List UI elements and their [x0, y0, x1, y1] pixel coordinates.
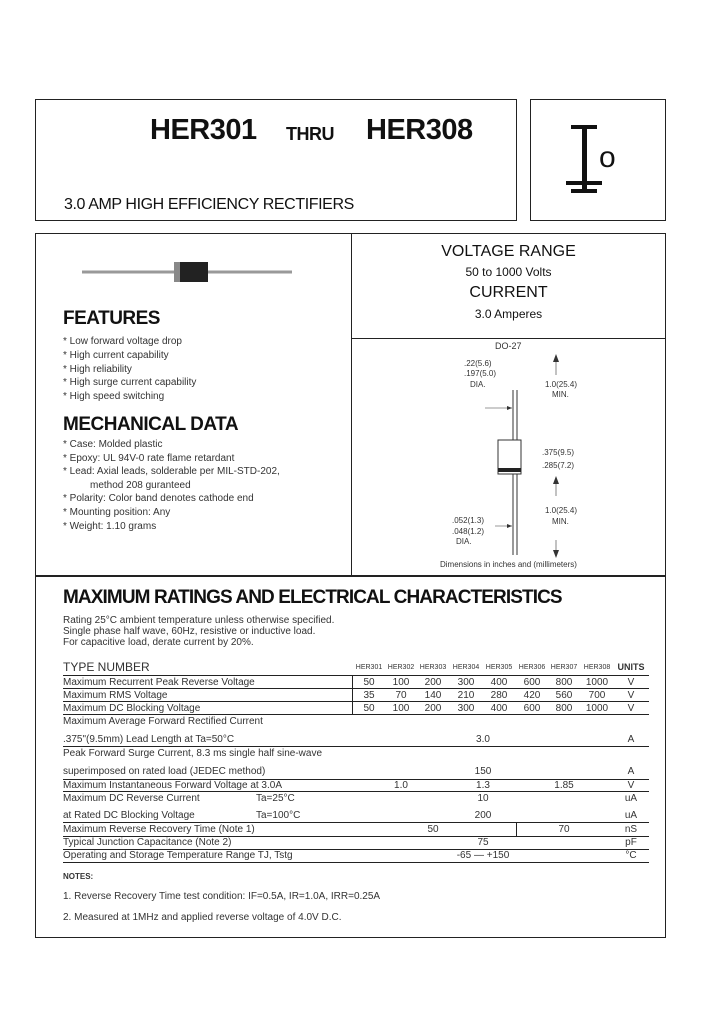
feature-item: * High current capability	[63, 350, 169, 361]
part-title-thru: THRU	[286, 124, 334, 144]
table-cell: 75	[477, 837, 489, 848]
unit-cell: V	[627, 690, 635, 701]
subtitle: 3.0 AMP HIGH EFFICIENCY RECTIFIERS	[64, 196, 354, 213]
table-cell: 50	[363, 677, 375, 688]
table-cell: 400	[490, 677, 508, 688]
column-header: HER302	[387, 664, 415, 671]
table-line	[63, 701, 649, 702]
unit-cell: V	[627, 703, 635, 714]
table-line	[63, 791, 649, 792]
row-condition: Ta=25°C	[256, 793, 295, 804]
column-header: HER301	[355, 664, 383, 671]
column-header: HER304	[452, 664, 480, 671]
ratings-heading: MAXIMUM RATINGS AND ELECTRICAL CHARACTERISTICS	[63, 587, 562, 608]
column-header: HER306	[518, 664, 546, 671]
row-label: Maximum Average Forward Rectified Current	[63, 716, 263, 727]
unit-cell: pF	[625, 837, 637, 848]
rating-note: For capacitive load, derate current by 20%.	[63, 637, 254, 648]
dim-body-dia2: .197(5.0)	[464, 369, 497, 378]
dim-lead-len: 1.0(25.4)	[545, 380, 578, 389]
voltage-divider	[351, 338, 666, 339]
units-header: UNITS	[617, 662, 645, 672]
note-2: 2. Measured at 1MHz and applied reverse voltage of 4.0V D.C.	[63, 912, 342, 923]
column-header: HER305	[485, 664, 513, 671]
mechanical-heading: MECHANICAL DATA	[63, 414, 239, 435]
part-title-start: HER301	[150, 114, 257, 146]
voltage-range-value: 50 to 1000 Volts	[465, 265, 552, 279]
table-cell: 10	[477, 793, 489, 804]
unit-cell: V	[627, 677, 635, 688]
table-cell: 300	[457, 677, 475, 688]
table-cell: 1000	[585, 677, 609, 688]
table-cell: 1000	[585, 703, 609, 714]
table-cell: 200	[424, 677, 442, 688]
mechanical-item: * Epoxy: UL 94V-0 rate flame retardant	[63, 453, 235, 464]
dim-body-len: .375(9.5)	[542, 448, 575, 457]
row-label: superimposed on rated load (JEDEC method)	[63, 766, 266, 777]
unit-cell: A	[627, 766, 635, 777]
features-heading: FEATURES	[63, 308, 160, 329]
table-cell: 300	[457, 703, 475, 714]
dim-body-dia: .22(5.6)	[464, 359, 492, 368]
table-cell: 1.0	[394, 780, 408, 791]
table-line	[63, 746, 649, 747]
table-cell: 140	[424, 690, 442, 701]
unit-cell: A	[627, 734, 635, 745]
note-1: 1. Reverse Recovery Time test condition: IF=0.5A, IR=1.0A, IRR=0.25A	[63, 891, 381, 902]
table-cell: 800	[555, 677, 573, 688]
table-line	[63, 714, 649, 715]
dim-lead-len-b: 1.0(25.4)	[545, 506, 578, 515]
dimension-note: Dimensions in inches and (millimeters)	[440, 560, 577, 569]
dim-lead-dia: .052(1.3)	[452, 516, 485, 525]
table-cell: 400	[490, 703, 508, 714]
package-name: DO-27	[495, 341, 522, 351]
unit-cell: uA	[624, 810, 638, 821]
table-cell: 70	[395, 690, 407, 701]
dim-dia: DIA.	[470, 380, 486, 389]
unit-cell: V	[627, 780, 635, 791]
feature-item: * High surge current capability	[63, 377, 197, 388]
feature-item: * High speed switching	[63, 391, 165, 402]
mechanical-item: * Mounting position: Any	[63, 507, 171, 518]
table-vline	[516, 822, 517, 836]
table-cell: 35	[363, 690, 375, 701]
row-label: Peak Forward Surge Current, 8.3 ms single half sine-wave	[63, 748, 323, 759]
table-cell: 50	[363, 703, 375, 714]
column-header: HER307	[550, 664, 578, 671]
row-label: Operating and Storage Temperature Range TJ, Tstg	[63, 850, 293, 861]
row-label: Maximum RMS Voltage	[63, 690, 168, 701]
unit-cell: °C	[625, 850, 637, 861]
table-cell: 100	[392, 703, 410, 714]
table-cell: 1.3	[476, 780, 490, 791]
logo-io-mark	[563, 125, 635, 197]
table-cell: 200	[424, 703, 442, 714]
dim-dia-b: DIA.	[456, 537, 472, 546]
mechanical-item: * Weight: 1.10 grams	[63, 521, 157, 532]
table-line	[63, 688, 649, 689]
table-line	[63, 822, 649, 823]
table-cell: 150	[474, 766, 492, 777]
unit-cell: uA	[624, 793, 638, 804]
type-number-label: TYPE NUMBER	[63, 660, 150, 674]
table-cell: 50	[427, 824, 439, 835]
rating-note: Rating 25°C ambient temperature unless otherwise specified.	[63, 615, 335, 626]
table-cell: 700	[588, 690, 606, 701]
mechanical-item: method 208 guranteed	[90, 480, 191, 491]
row-label: Maximum Instantaneous Forward Voltage at 3.0A	[63, 780, 283, 791]
table-cell: 3.0	[476, 734, 490, 745]
row-label: at Rated DC Blocking Voltage	[63, 810, 195, 821]
svg-text:o: o	[599, 141, 616, 174]
feature-item: * High reliability	[63, 364, 132, 375]
table-cell: 100	[392, 677, 410, 688]
row-label: Typical Junction Capacitance (Note 2)	[63, 837, 232, 848]
voltage-range-heading: VOLTAGE RANGE	[441, 243, 576, 260]
table-cell: 200	[474, 810, 492, 821]
dim-lead-dia2: .048(1.2)	[452, 527, 485, 536]
table-cell: 1.85	[554, 780, 574, 791]
row-label: .375"(9.5mm) Lead Length at Ta=50°C	[63, 734, 235, 745]
table-line	[63, 862, 649, 863]
mechanical-item: * Polarity: Color band denotes cathode end	[63, 493, 254, 504]
table-cell: 600	[523, 703, 541, 714]
table-cell: -65 — +150	[456, 850, 510, 861]
part-title-end: HER308	[366, 114, 473, 146]
row-label: Maximum DC Blocking Voltage	[63, 703, 201, 714]
row-condition: Ta=100°C	[256, 810, 301, 821]
dim-min: MIN.	[552, 390, 569, 399]
mechanical-item: * Case: Molded plastic	[63, 439, 163, 450]
current-value: 3.0 Amperes	[474, 307, 543, 321]
unit-cell: nS	[624, 824, 638, 835]
mechanical-item: * Lead: Axial leads, solderable per MIL-STD-202,	[63, 466, 280, 477]
rating-note: Single phase half wave, 60Hz, resistive or inductive load.	[63, 626, 316, 637]
row-label: Maximum Reverse Recovery Time (Note 1)	[63, 824, 255, 835]
table-line	[63, 675, 649, 676]
table-cell: 280	[490, 690, 508, 701]
row-label: Maximum DC Reverse Current	[63, 793, 200, 804]
table-cell: 210	[457, 690, 475, 701]
dim-min-b: MIN.	[552, 517, 569, 526]
current-heading: CURRENT	[469, 284, 548, 301]
table-cell: 800	[555, 703, 573, 714]
column-header: HER303	[419, 664, 447, 671]
row-label: Maximum Recurrent Peak Reverse Voltage	[63, 677, 255, 688]
notes-heading: NOTES:	[63, 872, 94, 881]
column-header: HER308	[583, 664, 611, 671]
diode-illustration	[82, 260, 292, 284]
dim-body-len2: .285(7.2)	[542, 461, 575, 470]
feature-item: * Low forward voltage drop	[63, 336, 182, 347]
table-cell: 600	[523, 677, 541, 688]
table-cell: 70	[558, 824, 570, 835]
table-cell: 560	[555, 690, 573, 701]
table-cell: 420	[523, 690, 541, 701]
